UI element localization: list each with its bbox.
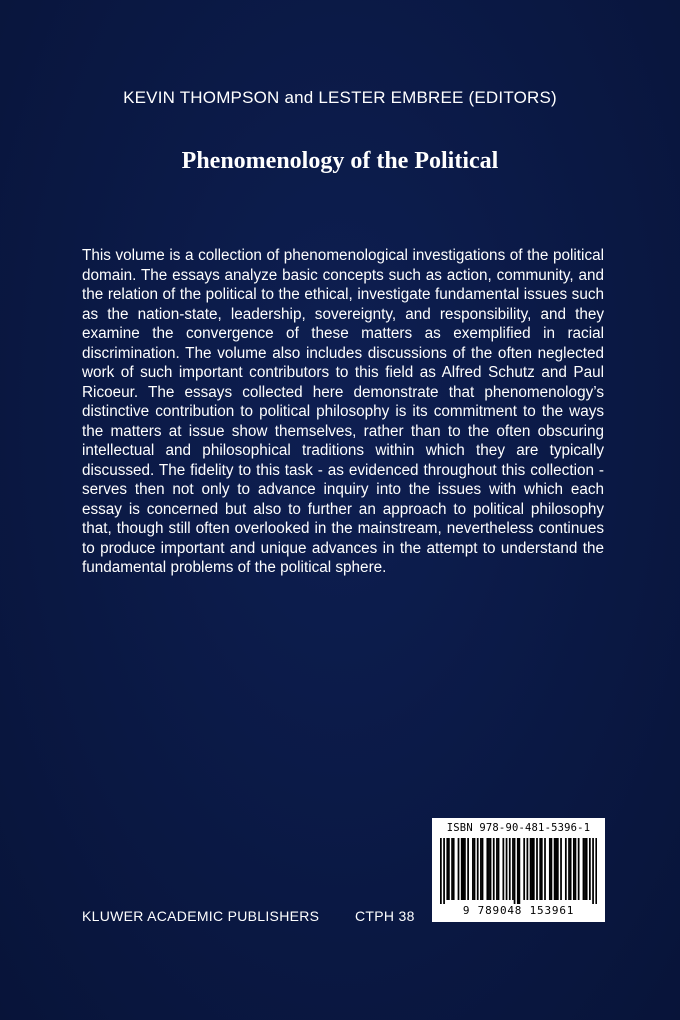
isbn-label: ISBN 978-90-481-5396-1 — [446, 822, 591, 834]
publisher-name: KLUWER ACADEMIC PUBLISHERS — [82, 908, 320, 924]
barcode-icon — [440, 838, 597, 904]
series-code: CTPH 38 — [355, 908, 415, 924]
ean-digits: 9 789048 153961 — [462, 904, 575, 917]
isbn-barcode-box — [432, 818, 605, 922]
book-title: Phenomenology of the Political — [181, 148, 499, 174]
blurb-text: This volume is a collection of phenomenological investigations of the political domain. The essays analyze basic concepts such as action, community, and the relation of the political to the ethical, investigate fundamental issues such as the nation-state, leadership, sovereignty, and responsibility, and they examine the convergence of these matters as exemplified in racial discrimination. The volume also includes discussions of the often neglected work of such important contributors to this field as Alfred Schutz and Paul Ricoeur. The essays collected here demonstrate that phenomenology’s distinctive contribution to political philosophy is its commitment to the ways the matters at issue show themselves, rather than to the often obscuring intellectual and philosophical traditions within which they are typically discussed. The fidelity to this task - as evidenced throughout this collection - serves then not only to advance inquiry into the issues with which each essay is concerned but also to further an approach to political philosophy that, though still often overlooked in the mainstream, nevertheless continues to produce important and unique advances in the attempt to understand the fundamental problems of the political sphere. — [82, 247, 604, 576]
editors-line: KEVIN THOMPSON and LESTER EMBREE (EDITORS) — [123, 88, 557, 107]
